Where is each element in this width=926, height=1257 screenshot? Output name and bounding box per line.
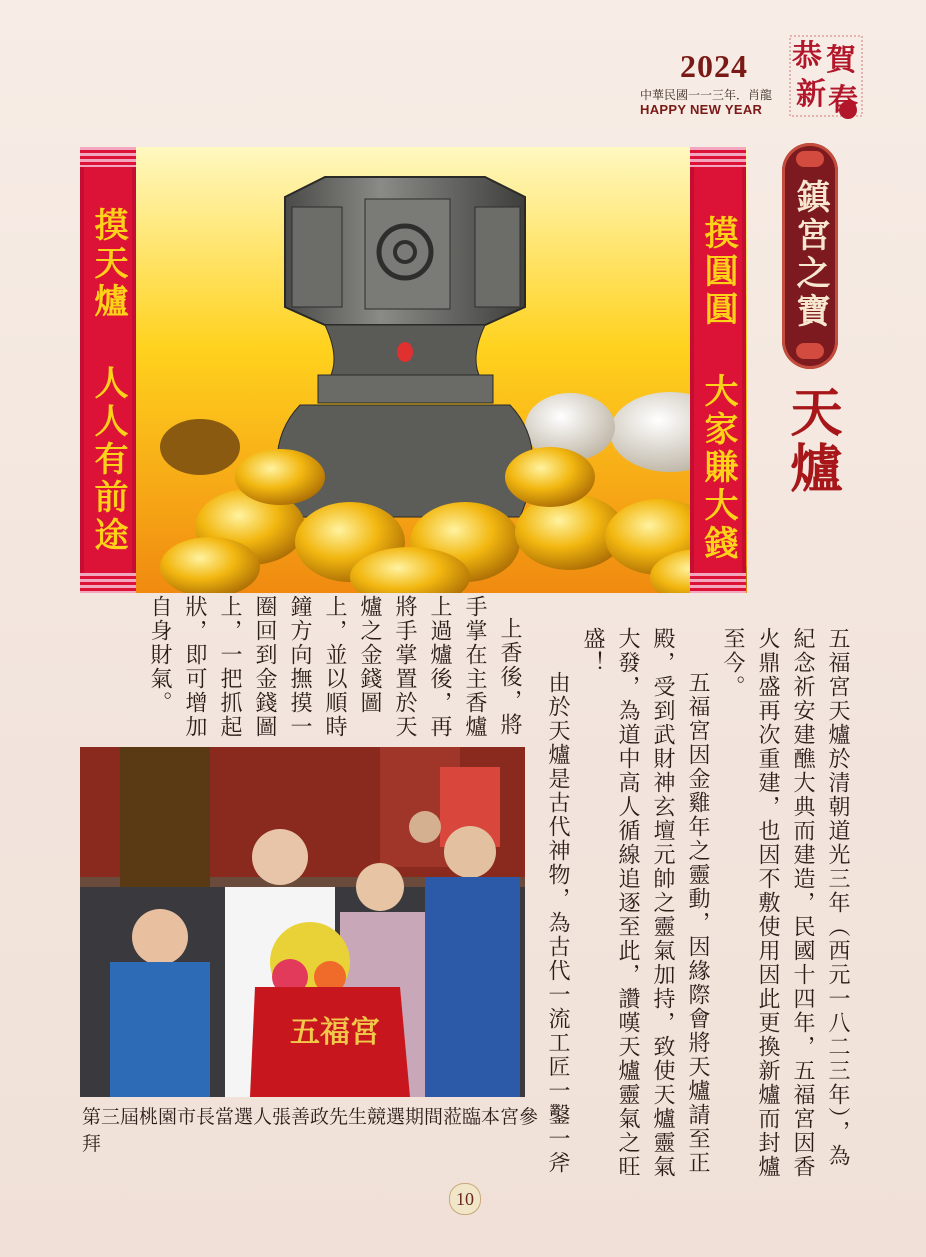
cloud-ornament-icon — [796, 151, 824, 167]
banner-stripe — [690, 147, 746, 167]
body-paragraph: 由於天爐是古代神物，為古代一流工匠一鑿一斧 — [545, 671, 570, 1175]
cloth-embroidered-text: 五福宮 — [290, 1015, 380, 1050]
cloud-ornament-icon — [796, 343, 824, 359]
happy-new-year-label: HAPPY NEW YEAR — [640, 102, 763, 117]
logo-char-1: 恭 — [792, 39, 822, 74]
censer-illustration — [80, 147, 747, 593]
body-paragraph: 五福宮天爐於清朝道光三年（西元一八二三年），為紀念祈安建醮大典而建造，民國十四年，五福宮因香火鼎盛再次重建，也因不敷使用因此更換新爐而封爐至今。 — [720, 627, 850, 1179]
photo-caption: 第三屆桃園市長當選人張善政先生競選期間蒞臨本宮參拜 — [82, 1106, 539, 1155]
heavenly-censer-image — [80, 147, 747, 593]
new-year-calligraphy-logo — [786, 30, 866, 122]
page-number: 10 — [449, 1183, 481, 1215]
right-couplet-banner — [690, 147, 746, 593]
logo-char-4: 春 — [828, 83, 858, 118]
article-body — [535, 627, 855, 1187]
body-paragraph: 五福宮因金雞年之靈動，因緣際會將天爐請至正殿，受到武財神玄壇元帥之靈氣加持，致使天爐靈氣大發，為道中高人循線追逐至此，讚嘆天爐靈氣之旺盛！ — [580, 627, 710, 1179]
banner-stripe — [80, 573, 136, 593]
right-couplet-text: 摸圓圓 大家賺大錢 — [698, 215, 738, 563]
left-couplet-text: 摸天爐 人人有前途 — [88, 207, 128, 555]
logo-char-3: 新 — [796, 77, 826, 112]
photo-illustration — [80, 747, 525, 1097]
section-badge-text: 鎮宮之寶 — [790, 179, 830, 331]
temple-visit-photo — [80, 747, 525, 1097]
left-couplet-banner — [80, 147, 136, 593]
banner-stripe — [80, 147, 136, 167]
logo-char-2: 賀 — [826, 43, 856, 78]
article-title: 天爐 — [781, 385, 842, 497]
year-heading: 2024 — [680, 48, 748, 84]
roc-year-label: 中華民國一一三年．肖龍 — [640, 88, 773, 102]
banner-stripe — [690, 573, 746, 593]
section-badge — [782, 143, 838, 369]
instruction-paragraph: 上香後，將手掌在主香爐上過爐後，再將手掌置於天爐之金錢圖上，並以順時鐘方向撫摸一圈回到金錢圖上，一把抓起狀，即可增加自身財氣。 — [147, 595, 522, 739]
instruction-text — [82, 595, 527, 741]
